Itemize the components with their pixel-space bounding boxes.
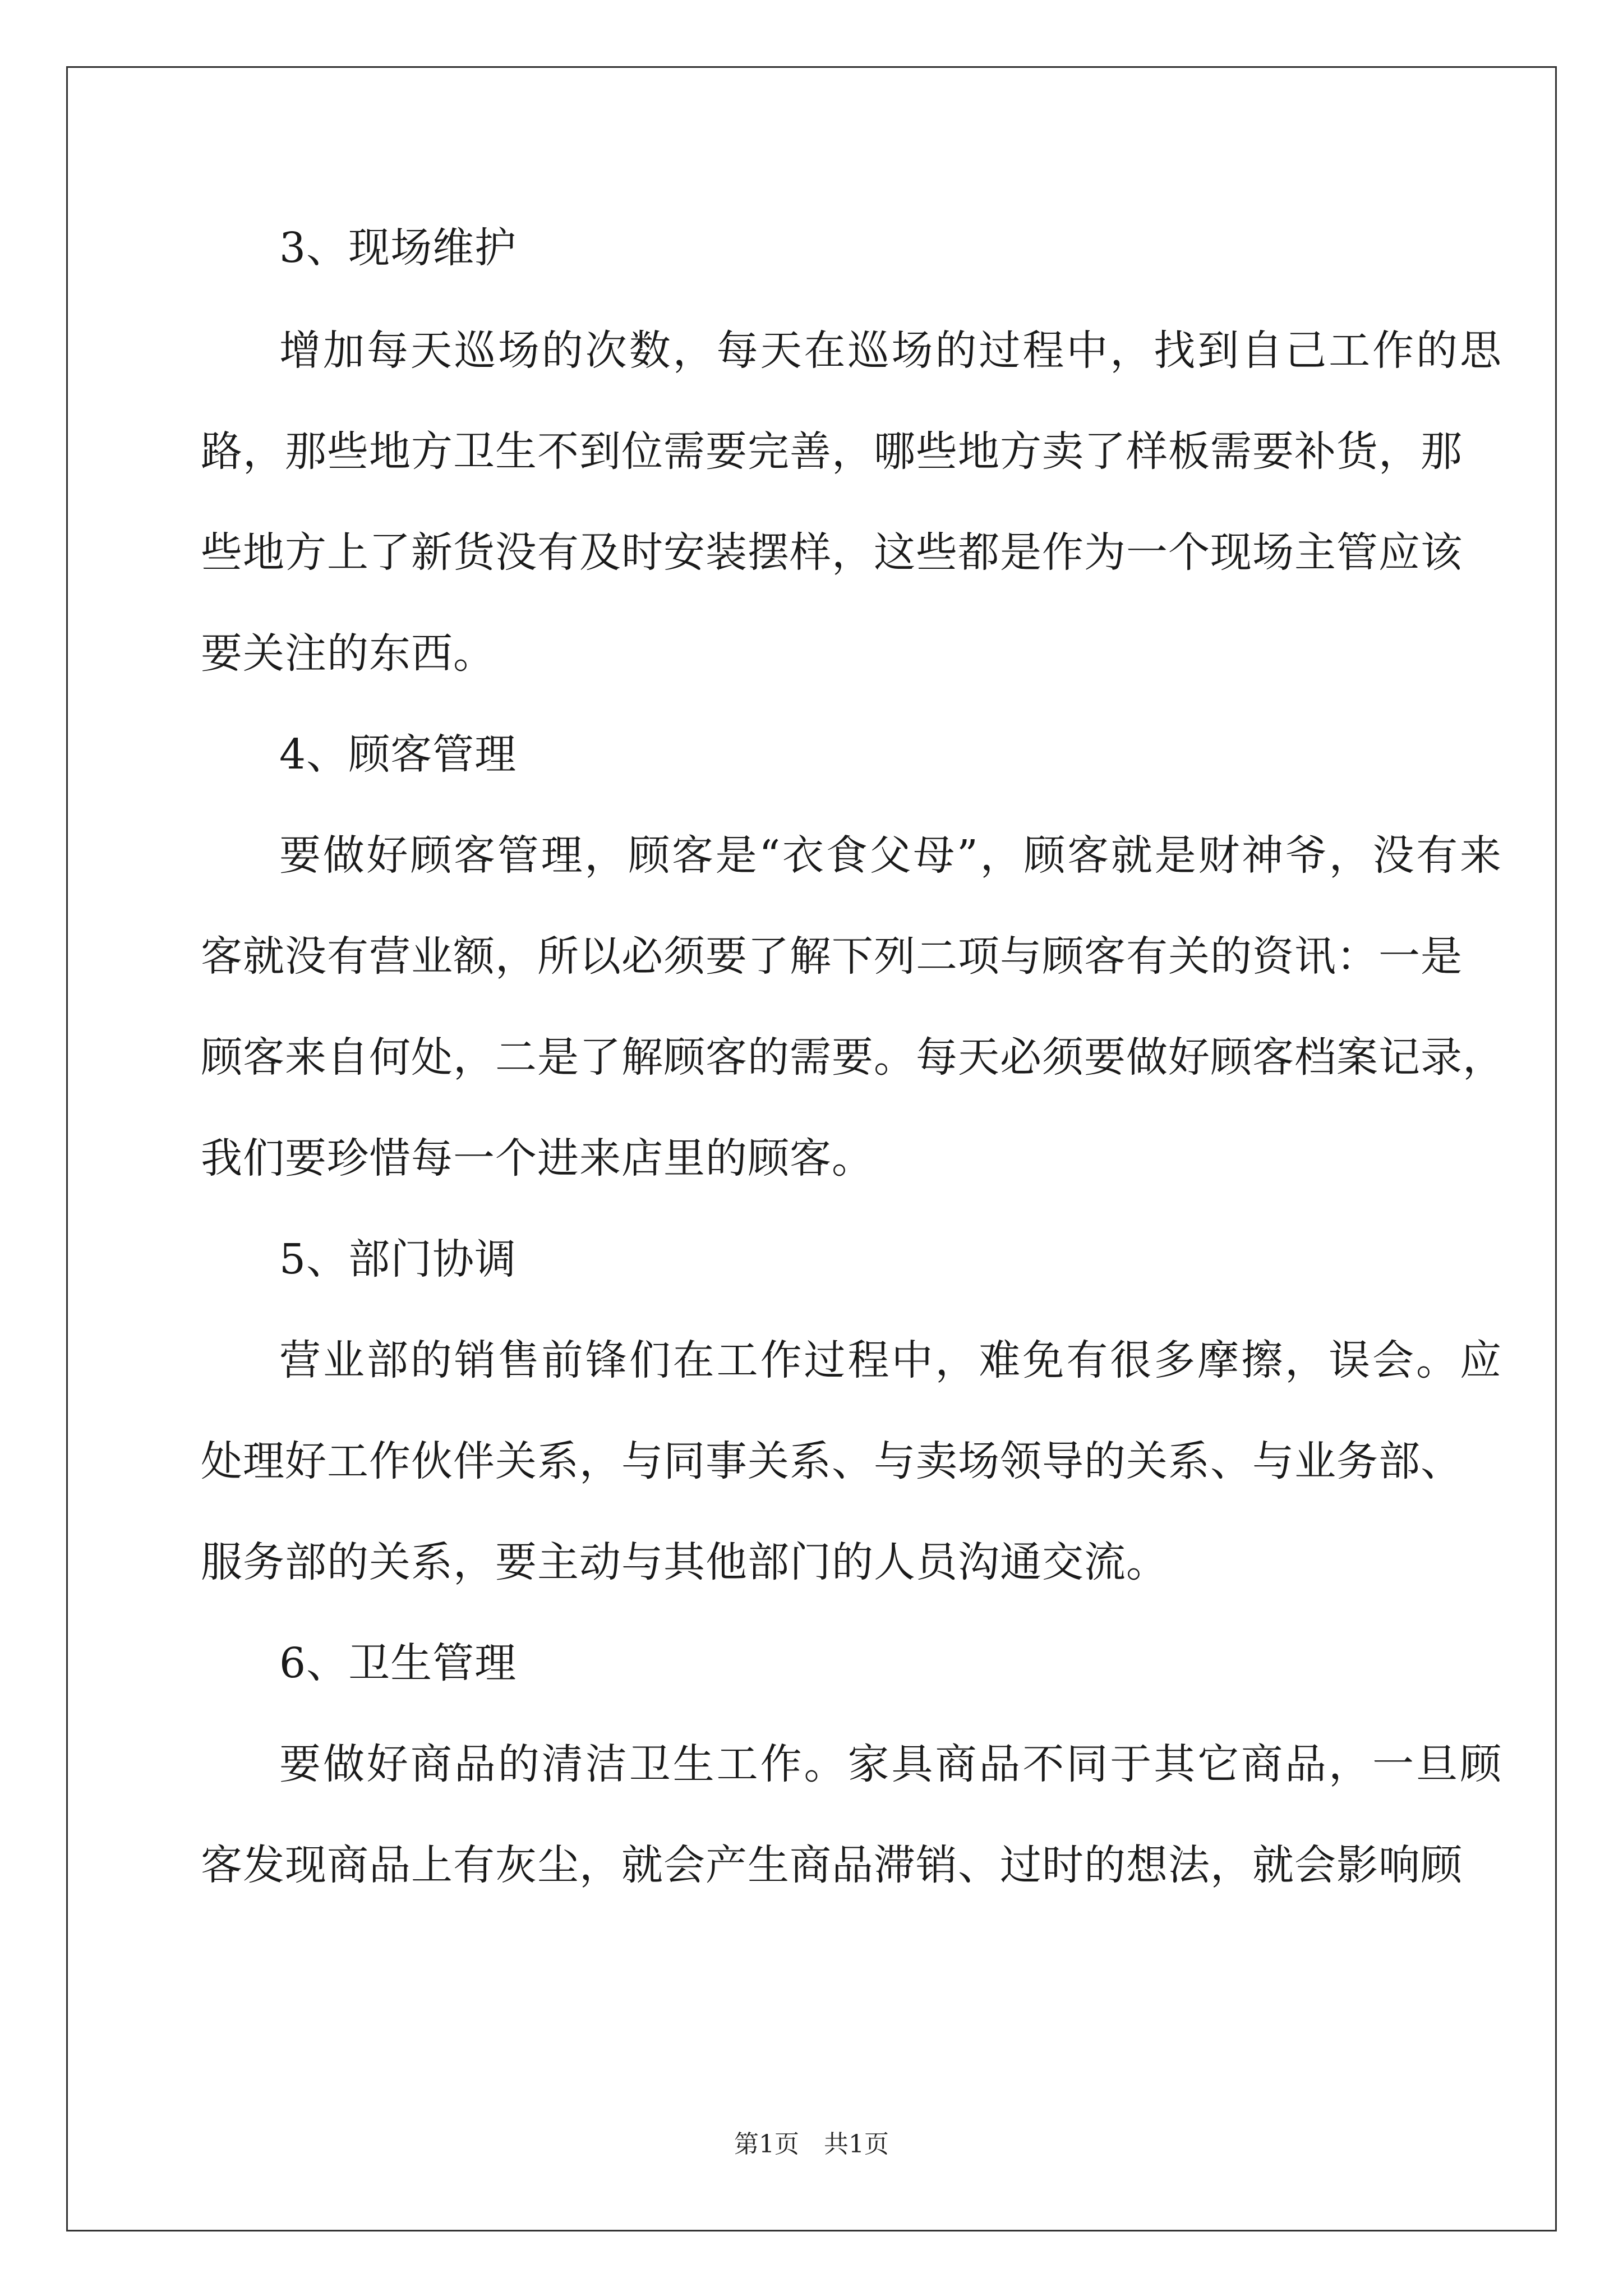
section-heading-4: 4、顾客管理 [279, 730, 517, 779]
section-heading-5: 5、部门协调 [279, 1235, 517, 1283]
paragraph-line: 些地方上了新货没有及时安装摆样，这些都是作为一个现场主管应该 [201, 528, 1463, 577]
paragraph-line: 要做好顾客管理，顾客是“衣食父母”，顾客就是财神爷，没有来 [279, 831, 1502, 880]
paragraph-line: 要做好商品的清洁卫生工作。家具商品不同于其它商品，一旦顾 [279, 1740, 1502, 1788]
page-number-footer: 第1页 共1页 [734, 2130, 889, 2159]
paragraph-line: 增加每天巡场的次数，每天在巡场的过程中，找到自己工作的思 [279, 326, 1502, 375]
section-heading-3: 3、现场维护 [279, 224, 517, 272]
section-heading-6: 6、卫生管理 [279, 1639, 517, 1687]
paragraph-line: 客发现商品上有灰尘，就会产生商品滞销、过时的想法，就会影响顾 [201, 1841, 1463, 1889]
paragraph-line: 服务部的关系，要主动与其他部门的人员沟通交流。 [201, 1538, 1168, 1586]
paragraph-line: 路，那些地方卫生不到位需要完善，哪些地方卖了样板需要补货，那 [201, 427, 1463, 476]
paragraph-line: 客就没有营业额，所以必须要了解下列二项与顾客有关的资讯：一是 [201, 932, 1463, 981]
paragraph-line: 处理好工作伙伴关系，与同事关系、与卖场领导的关系、与业务部、 [201, 1437, 1463, 1485]
paragraph-line: 营业部的销售前锋们在工作过程中，难免有很多摩擦，误会。应 [279, 1336, 1502, 1384]
paragraph-line: 顾客来自何处，二是了解顾客的需要。每天必须要做好顾客档案记录， [201, 1033, 1505, 1082]
paragraph-line: 我们要珍惜每一个进来店里的顾客。 [201, 1134, 874, 1182]
paragraph-line: 要关注的东西。 [201, 629, 495, 678]
